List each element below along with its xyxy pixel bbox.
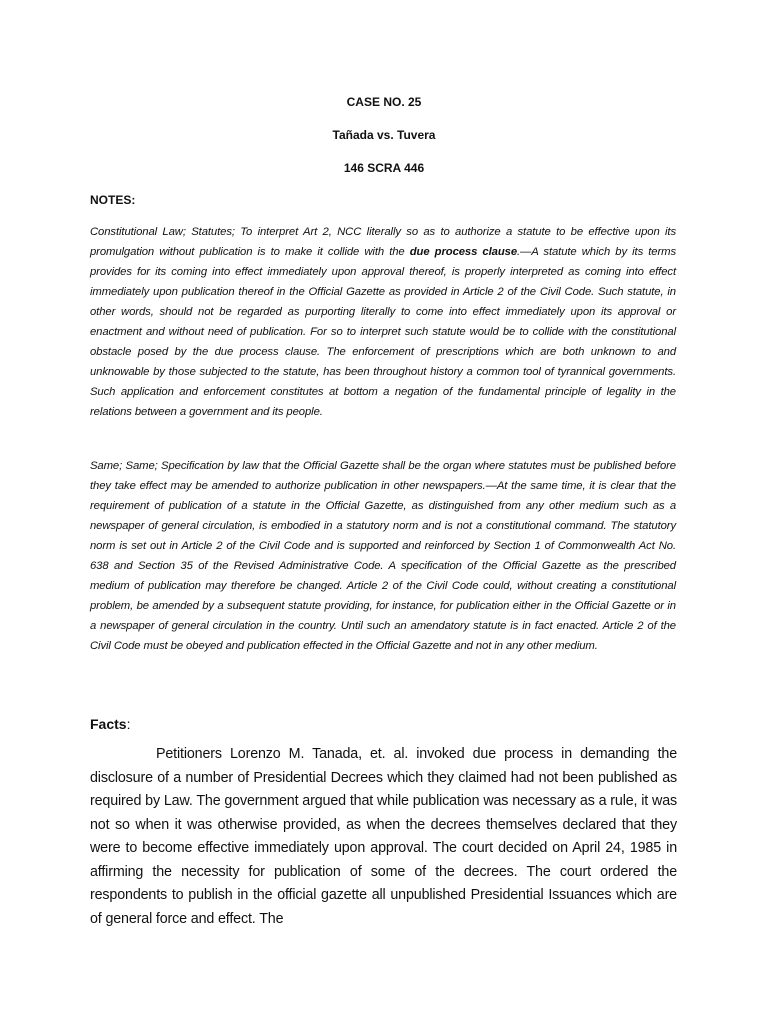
case-title: Tañada vs. Tuvera: [332, 128, 436, 142]
due-process-clause-emphasis: due process clause: [409, 246, 518, 258]
facts-paragraph: Petitioners Lorenzo M. Tanada, et. al. invoked due process in demanding the disclosure of a number of Presidential Decrees which they claimed had not been published as required by Law. The government argued that while publication was necessary as a rule, it was not so when it was otherwise provided, as when the decrees themselves declared that they were to become effective immediately upon approval. The court decided on April 24, 1985 in affirming the necessity for publication of some of the decrees. The court ordered the respondents to publish in the official gazette all unpublished Presidential Issuances which are of general force and effect. The: [90, 746, 677, 927]
case-citation: 146 SCRA 446: [343, 161, 425, 175]
note-1-text-end: .—A statute which by its terms provides for its coming into effect immediately upon approval thereof, is properly interpreted as coming into effect immediately upon publication thereof in the Official Gazette as provided in Article 2 of the Civil Code. Such statute, in other words, should not be regarded as purporting literally to come into effect immediately upon its approval or enactment and without need of publication. For so to interpret such statute would be to collide with the constitutional obstacle posed by the due process clause. The enforcement of prescriptions which are both unknown to and unknowable by those subjected to the statute, has been throughout history a common tool of tyrannical governments. Such application and enforcement constitutes at bottom a negation of the fundamental principle of legality in the relations between a government and its people.: [90, 246, 677, 418]
note-paragraph-1: [90, 222, 676, 422]
case-number: CASE NO. 25: [346, 95, 422, 109]
notes-label: NOTES:: [90, 193, 136, 207]
facts-heading: [90, 714, 130, 734]
facts-heading-label: Facts: [90, 716, 127, 732]
note-1-text-start: Constitutional Law; Statutes; To interpret Art 2, NCC literally so as to authorize a statute to be effective upon its promulgation without publication is to make it collide with the: [90, 226, 676, 258]
note-paragraph-2: Same; Same; Specification by law that the Official Gazette shall be the organ where statutes must be published before they take effect may be amended to authorize publication in other newspapers.—At the same time, it is clear that the requirement of publication of a statute in the Official Gazette, as distinguished from any other medium such as a newspaper of general circulation, is embodied in a statutory norm and is not a constitutional command. The statutory norm is set out in Article 2 of the Civil Code and is supported and reinforced by Section 1 of Commonwealth Act No. 638 and Section 35 of the Revised Administrative Code. A specification of the Official Gazette as the prescribed medium of publication may therefore be changed. Article 2 of the Civil Code could, without creating a constitutional problem, be amended by a subsequent statute providing, for instance, for publication either in the Official Gazette or in a newspaper of general circulation in the country. Until such an amendatory statute is in fact enacted. Article 2 of the Civil Code must be obeyed and publication effected in the Official Gazette and not in any other medium.: [90, 460, 676, 652]
facts-heading-colon: :: [126, 716, 131, 732]
